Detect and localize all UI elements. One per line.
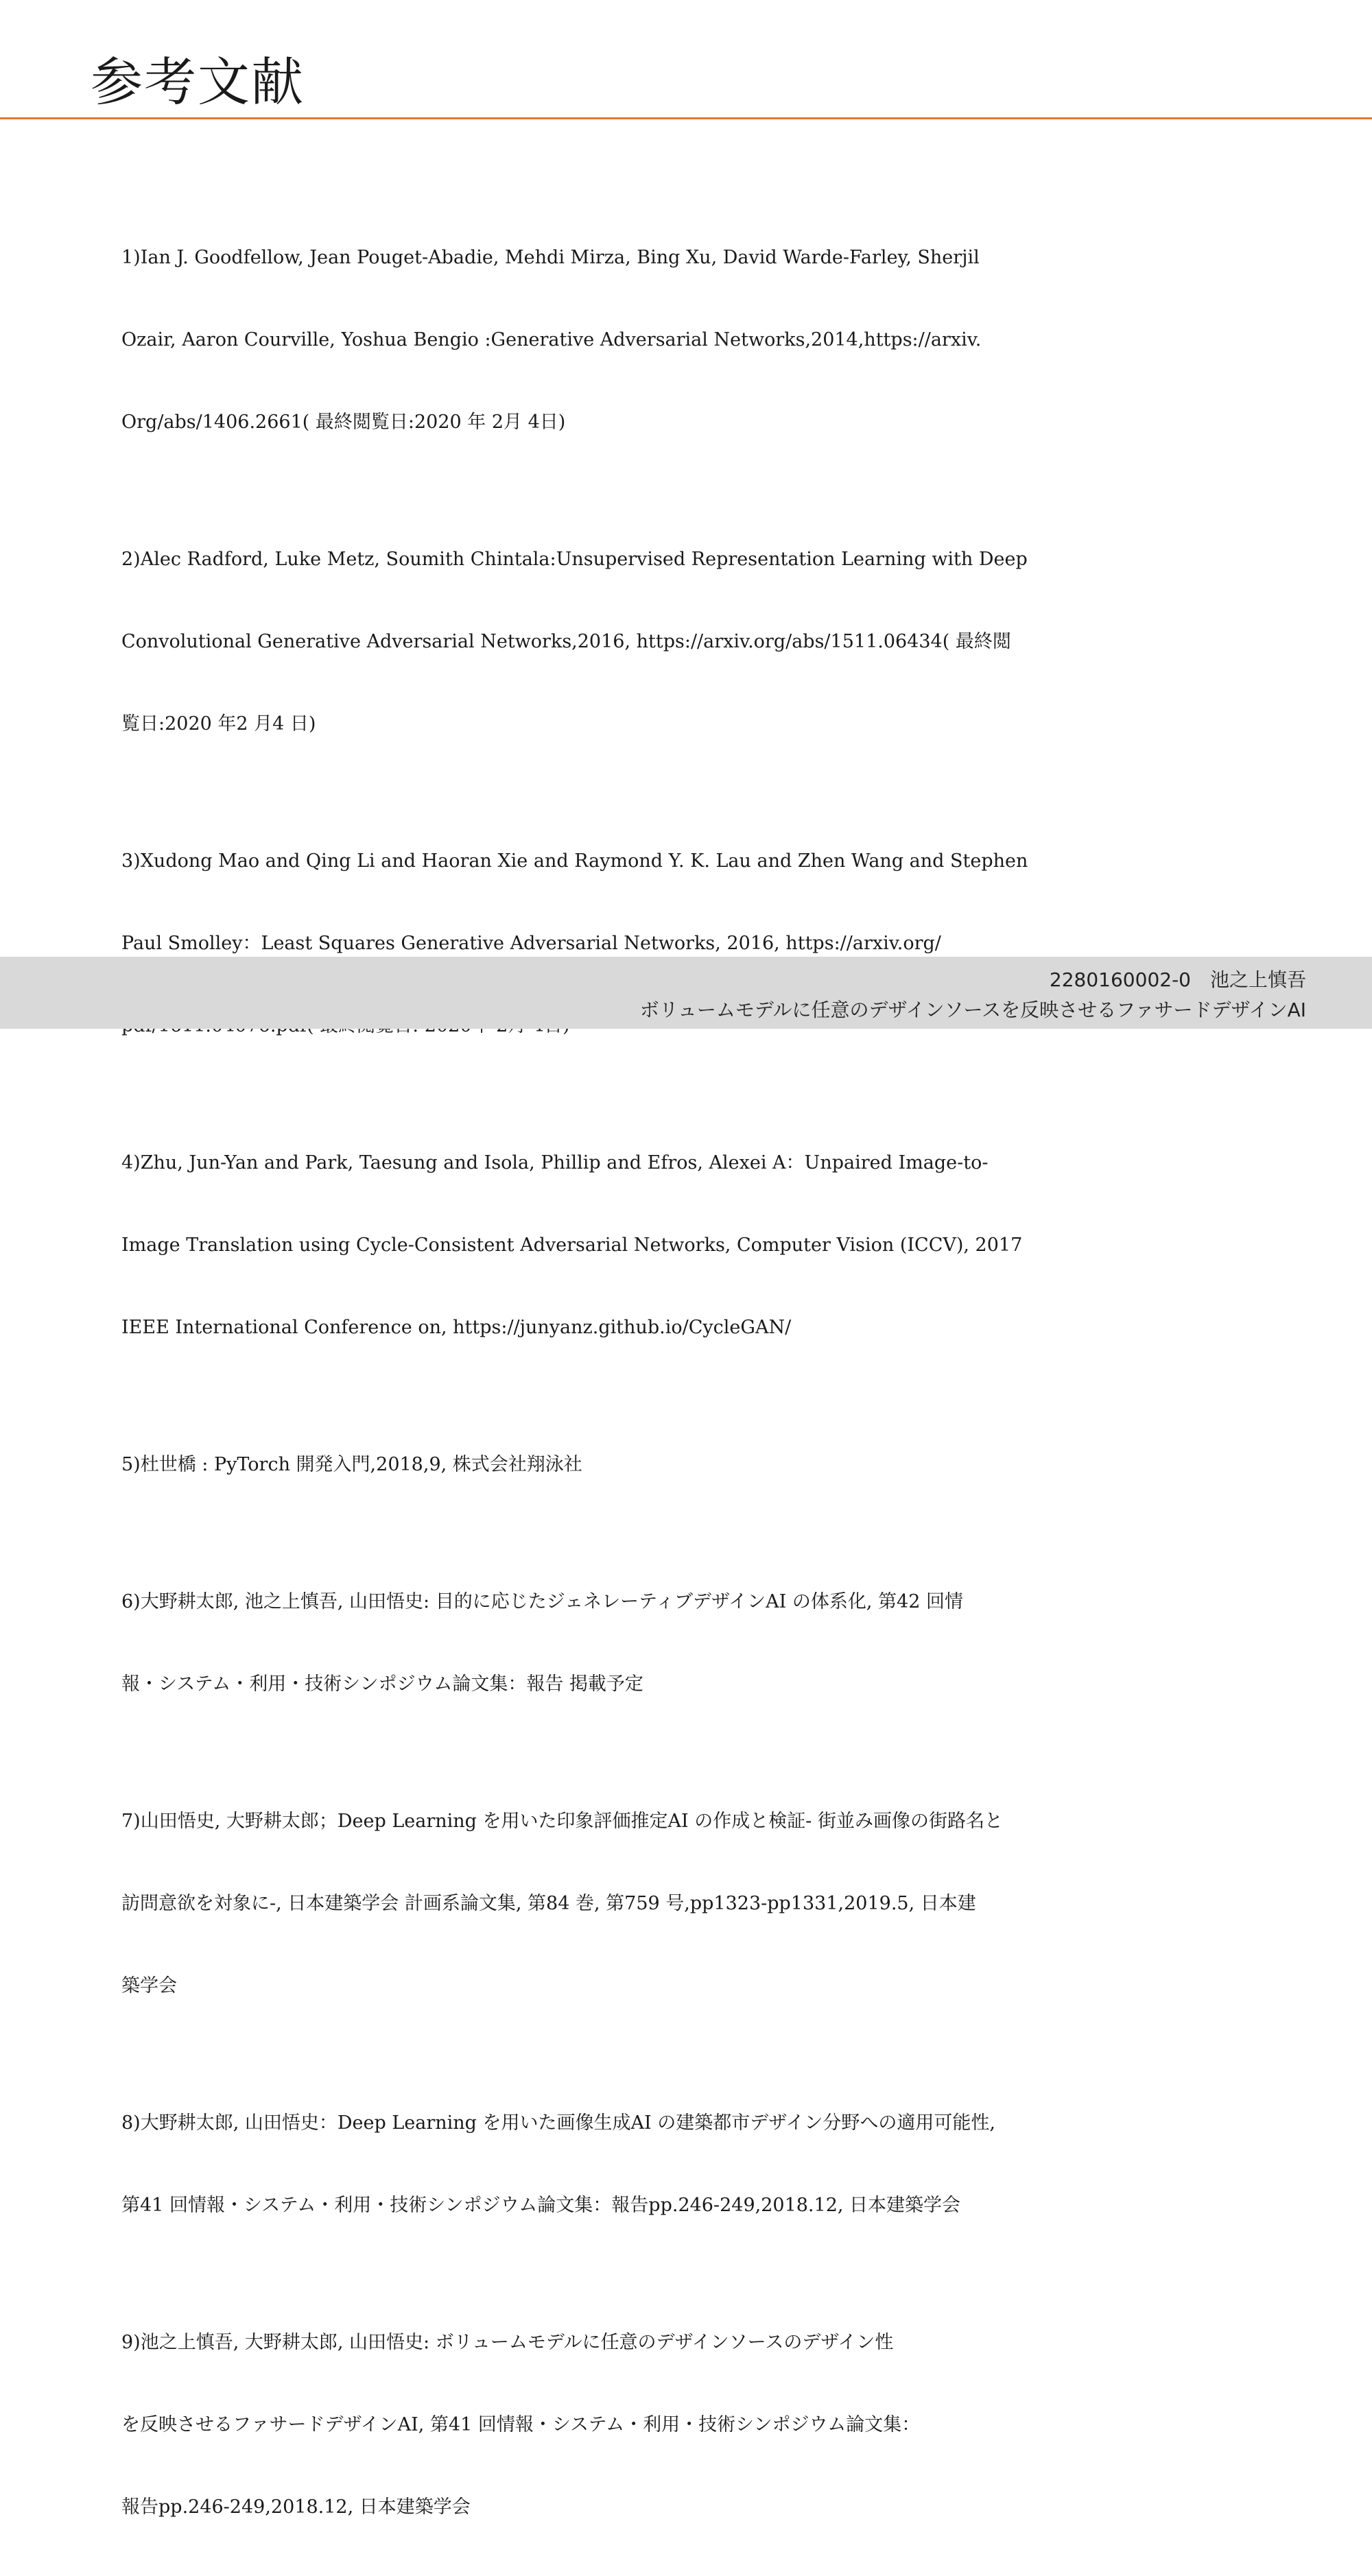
reference-line: 9)池之上慎吾, 大野耕太郎, 山田悟史: ボリュームモデルに任意のデザインソースのデザイン性: [121, 2332, 894, 2353]
reference-line: Org/abs/1406.2661( 最終閲覧日:2020 年 2月 4日): [121, 412, 566, 433]
reference-line: 7)山田悟史, 大野耕太郎；Deep Learning を用いた印象評価推定AI の作成と検証- 街並み画像の街路名と: [121, 1811, 1003, 1832]
reference-line: Ozair, Aaron Courville, Yoshua Bengio :Generative Adversarial Networks,2014,https://arxiv.: [121, 329, 982, 350]
reference-item: [121, 189, 1233, 491]
reference-line: 5)杜世橋 : PyTorch 開発入門,2018,9, 株式会社翔泳社: [121, 1454, 582, 1475]
reference-line: 4)Zhu, Jun-Yan and Park, Taesung and Isola, Phillip and Efros, Alexei A：Unpaired Image-to-: [121, 1152, 989, 1173]
reference-item: [121, 491, 1233, 793]
reference-line: Paul Smolley：Least Squares Generative Adversarial Networks, 2016, https://arxiv.org/: [121, 933, 941, 954]
reference-line: 訪問意欲を対象に-, 日本建築学会 計画系論文集, 第84 巻, 第759 号,pp1323-pp1331,2019.5, 日本建: [121, 1893, 976, 1914]
reference-item: [121, 2055, 1233, 2274]
reference-item: [121, 1753, 1233, 2055]
reference-list: [121, 189, 1233, 2576]
reference-line: 8)大野耕太郎, 山田悟史：Deep Learning を用いた画像生成AI の建築都市デザイン分野への適用可能性,: [121, 2112, 995, 2134]
reference-line: 2)Alec Radford, Luke Metz, Soumith Chintala:Unsupervised Representation Learning with Deep: [121, 549, 1028, 570]
reference-line: Image Translation using Cycle-Consistent Adversarial Networks, Computer Vision (ICCV), 2017: [121, 1235, 1023, 1256]
reference-item: [121, 1396, 1233, 1534]
slide-title: 参考文献: [91, 51, 305, 112]
reference-item: [121, 2274, 1233, 2576]
footer-subtitle: ボリュームモデルに任意のデザインソースを反映させるファサードデザインAI: [639, 999, 1306, 1021]
reference-line: IEEE International Conference on, https://junyanz.github.io/CycleGAN/: [121, 1317, 792, 1338]
reference-line: 築学会: [121, 1975, 177, 1996]
footer-author-line: 2280160002-0 池之上慎吾: [1049, 968, 1306, 991]
reference-line: 覧日:2020 年2 月4 日): [121, 713, 316, 735]
reference-item: [121, 1095, 1233, 1396]
reference-line: 報告pp.246-249,2018.12, 日本建築学会: [121, 2496, 471, 2518]
reference-line: 6)大野耕太郎, 池之上慎吾, 山田悟史: 目的に応じたジェネレーティブデザインAI の体系化, 第42 回情: [121, 1591, 963, 1612]
reference-line: を反映させるファサードデザインAI, 第41 回情報・システム・利用・技術シンポジウム論文集：: [121, 2414, 921, 2435]
reference-line: 報・システム・利用・技術シンポジウム論文集：報告 掲載予定: [121, 1673, 643, 1695]
reference-line: 1)Ian J. Goodfellow, Jean Pouget-Abadie, Mehdi Mirza, Bing Xu, David Warde-Farley, Sherjil: [121, 247, 980, 268]
reference-line: 3)Xudong Mao and Qing Li and Haoran Xie and Raymond Y. K. Lau and Zhen Wang and Stephen: [121, 850, 1028, 872]
reference-item: [121, 1534, 1233, 1753]
title-divider: [0, 117, 1372, 119]
reference-item: [121, 793, 1233, 1095]
reference-line: 第41 回情報・システム・利用・技術シンポジウム論文集：報告pp.246-249,2018.12, 日本建築学会: [121, 2195, 961, 2216]
reference-line: Convolutional Generative Adversarial Networks,2016, https://arxiv.org/abs/1511.06434( 最終閲: [121, 631, 1011, 652]
footer-band: [0, 957, 1372, 1029]
